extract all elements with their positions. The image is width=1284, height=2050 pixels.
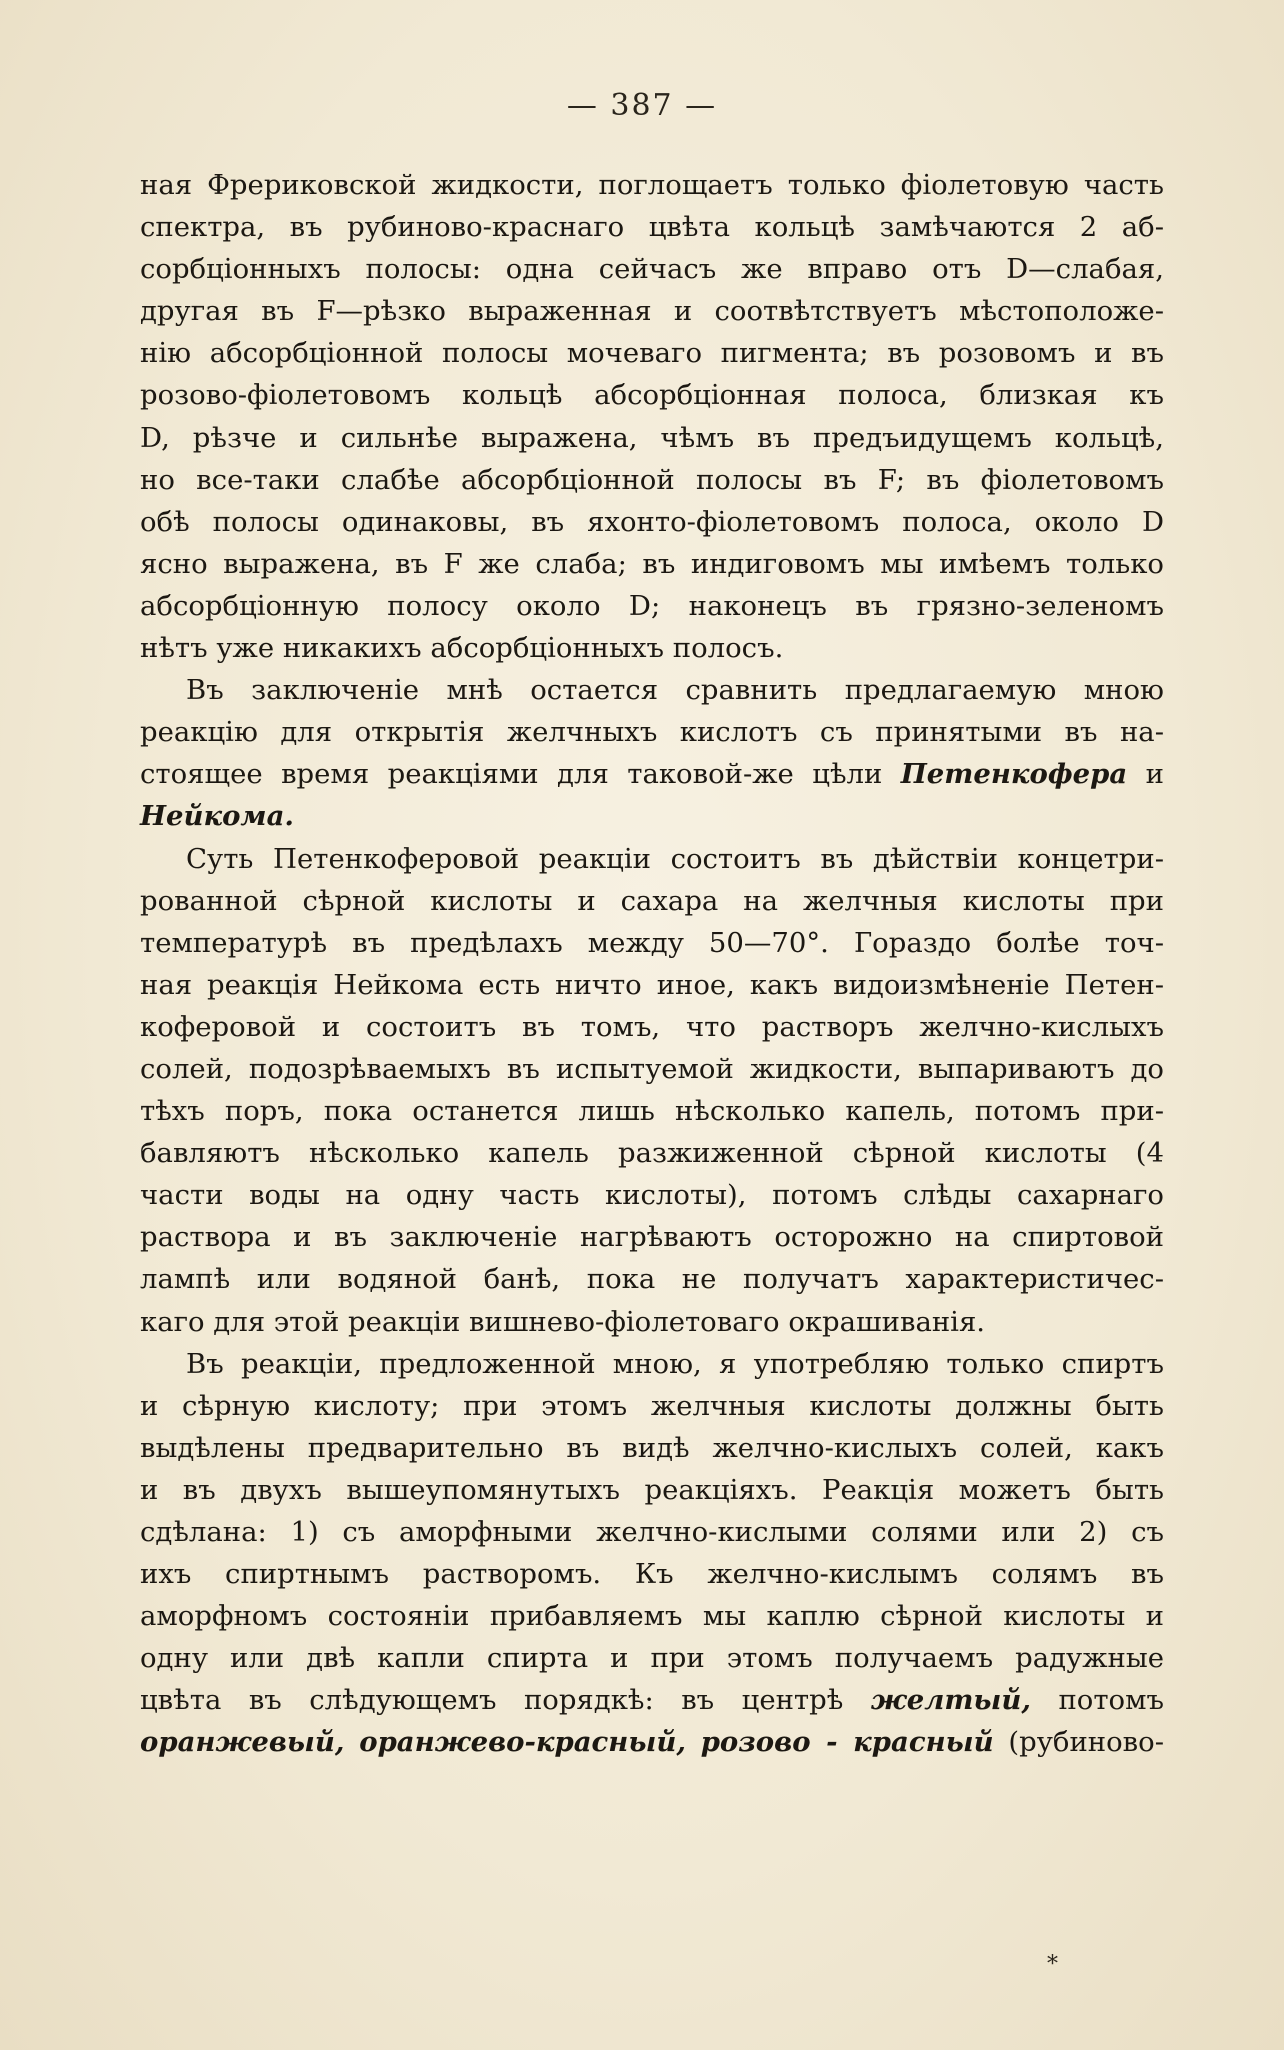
text-line bbox=[140, 1679, 1164, 1721]
text-line: нію абсорбціонной полосы мочеваго пигмента; въ розовомъ и въ bbox=[140, 337, 1164, 370]
text-line: одну или двѣ капли спирта и при этомъ получаемъ радужные bbox=[140, 1642, 1164, 1675]
text-line: каго для этой реакціи вишнево-фіолетоваго окрашиванія. bbox=[140, 1305, 986, 1338]
text-fragment: потомъ bbox=[1058, 1684, 1164, 1717]
author-name-neukomm: Нейкома. bbox=[140, 800, 294, 833]
color-term: оранжевый, bbox=[140, 1726, 345, 1759]
text-fragment: цвѣта въ слѣдующемъ порядкѣ: въ центрѣ bbox=[140, 1684, 844, 1717]
text-line: рованной сѣрной кислоты и сахара на желчныя кислоты при bbox=[140, 884, 1164, 917]
text-line: но все-таки слабѣе абсорбціонной полосы въ F; въ фіолетовомъ bbox=[140, 463, 1164, 496]
text-line: тѣхъ поръ, пока останется лишь нѣсколько капель, потомъ при- bbox=[140, 1095, 1164, 1128]
text-fragment: стоящее время реакціями для таковой-же цѣли bbox=[140, 758, 883, 791]
text-line: сорбціонныхъ полосы: одна сейчасъ же вправо отъ D—слабая, bbox=[140, 253, 1164, 286]
paragraph-1 bbox=[140, 164, 1164, 669]
text-line: ясно выражена, въ F же слаба; въ индиговомъ мы имѣемъ только bbox=[140, 547, 1164, 580]
text-line: температурѣ въ предѣлахъ между 50—70°. Гораздо болѣе точ- bbox=[140, 926, 1164, 959]
text-line: части воды на одну часть кислоты), потомъ слѣды сахарнаго bbox=[140, 1179, 1164, 1212]
paragraph-4 bbox=[140, 1343, 1164, 1764]
text-line: солей, подозрѣваемыхъ въ испытуемой жидкости, выпариваютъ до bbox=[140, 1052, 1164, 1085]
text-line: выдѣлены предварительно въ видѣ желчно-кислыхъ солей, какъ bbox=[140, 1431, 1164, 1464]
color-term: оранжево-красный, bbox=[359, 1726, 686, 1759]
body-text bbox=[140, 164, 1164, 1764]
text-line: бавляютъ нѣсколько капель разжиженной сѣрной кислоты (4 bbox=[140, 1137, 1164, 1170]
text-line: ная реакція Нейкома есть ничто иное, какъ видоизмѣненіе Петен- bbox=[140, 968, 1164, 1001]
text-line: розово-фіолетовомъ кольцѣ абсорбціонная полоса, близкая къ bbox=[140, 379, 1164, 412]
conjunction: и bbox=[1145, 758, 1165, 791]
text-line bbox=[140, 753, 1164, 795]
text-line: обѣ полосы одинаковы, въ яхонто-фіолетовомъ полоса, около D bbox=[140, 505, 1164, 538]
text-line: D, рѣзче и сильнѣе выражена, чѣмъ въ предъидущемъ кольцѣ, bbox=[140, 421, 1164, 454]
text-line: спектра, въ рубиново-краснаго цвѣта кольцѣ замѣчаются 2 аб- bbox=[140, 211, 1164, 244]
text-line: реакцію для открытія желчныхъ кислотъ съ принятыми въ на- bbox=[140, 716, 1164, 749]
page-number: — 387 — bbox=[566, 88, 718, 123]
text-line bbox=[140, 795, 1164, 837]
signature-mark: * bbox=[1047, 1952, 1058, 1977]
text-line: коферовой и состоитъ въ томъ, что растворъ желчно-кислыхъ bbox=[140, 1010, 1164, 1043]
text-line bbox=[140, 1721, 1164, 1763]
paragraph-2 bbox=[140, 669, 1164, 837]
paragraph-3 bbox=[140, 838, 1164, 1343]
text-line: аморфномъ состояніи прибавляемъ мы каплю сѣрной кислоты и bbox=[140, 1600, 1164, 1633]
text-line: и въ двухъ вышеупомянутыхъ реакціяхъ. Реакція можетъ быть bbox=[140, 1473, 1164, 1506]
text-line: сдѣлана: 1) съ аморфными желчно-кислыми солями или 2) съ bbox=[140, 1516, 1164, 1548]
text-line: ная Фрериковской жидкости, поглощаетъ только фіолетовую часть bbox=[140, 169, 1164, 201]
color-term: розово - красный bbox=[700, 1726, 994, 1759]
text-line: Суть Петенкоферовой реакціи состоитъ въ дѣйствіи концетри- bbox=[186, 842, 1164, 875]
text-line: лампѣ или водяной банѣ, пока не получатъ характеристичес- bbox=[140, 1263, 1164, 1296]
text-fragment: (рубиново- bbox=[1008, 1726, 1165, 1759]
text-line: абсорбціонную полосу около D; наконецъ въ грязно-зеленомъ bbox=[140, 589, 1164, 622]
text-line: раствора и въ заключеніе нагрѣваютъ осторожно на спиртовой bbox=[140, 1221, 1164, 1254]
text-line: и сѣрную кислоту; при этомъ желчныя кислоты должны быть bbox=[140, 1389, 1164, 1422]
author-name-pettenkofer: Петенкофера bbox=[900, 758, 1128, 791]
text-line: Въ заключеніе мнѣ остается сравнить предлагаемую мною bbox=[186, 674, 1164, 707]
text-line: нѣтъ уже никакихъ абсорбціонныхъ полосъ. bbox=[140, 632, 784, 665]
text-line: Въ реакціи, предложенной мною, я употребляю только спиртъ bbox=[186, 1347, 1164, 1380]
color-term: желтый, bbox=[870, 1684, 1031, 1717]
text-line: ихъ спиртнымъ растворомъ. Къ желчно-кислымъ солямъ въ bbox=[140, 1558, 1164, 1591]
text-line: другая въ F—рѣзко выраженная и соотвѣтствуетъ мѣстоположе- bbox=[140, 295, 1164, 328]
